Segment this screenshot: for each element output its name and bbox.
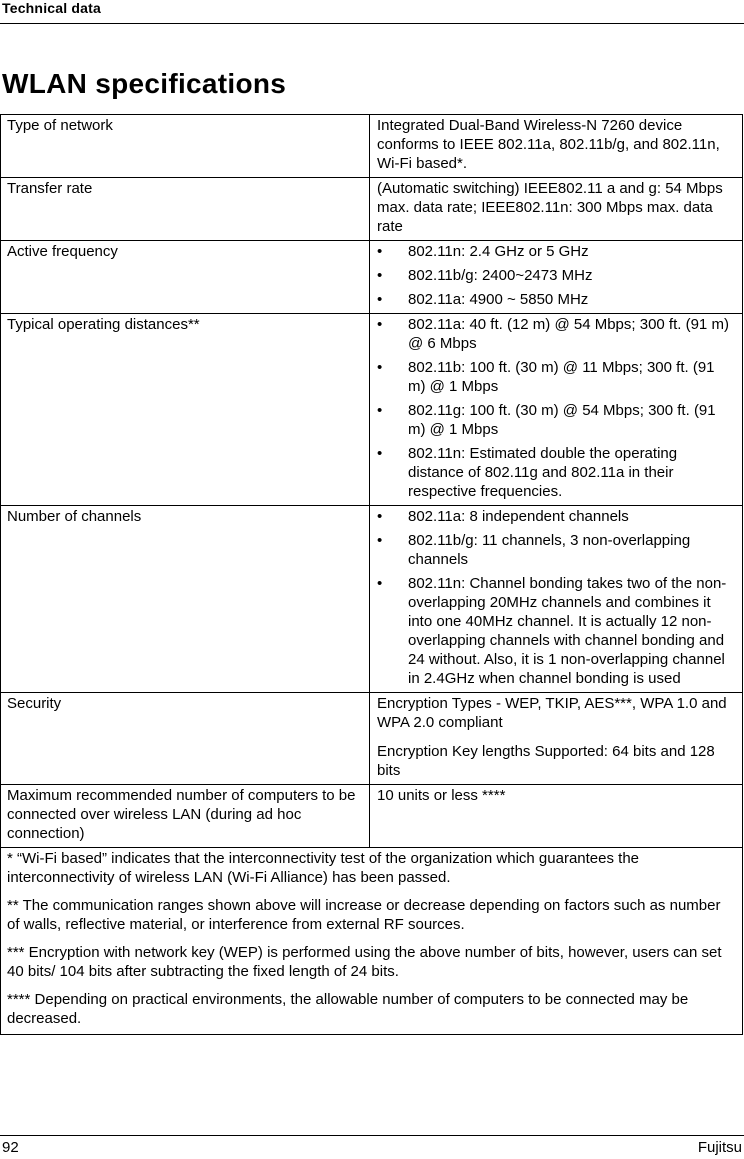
bullet-icon: •	[377, 291, 383, 308]
spec-row-operating-distances	[1, 314, 742, 506]
list-item	[377, 242, 736, 261]
list-item-text: 802.11n: 2.4 GHz or 5 GHz	[408, 243, 589, 260]
spec-label: Maximum recommended number of computers to be connected over wireless LAN (during ad hoc connection)	[1, 785, 370, 847]
channel-list	[377, 507, 736, 688]
spec-value	[370, 506, 742, 692]
spec-row-channels	[1, 506, 742, 693]
bullet-icon: •	[377, 316, 383, 333]
frequency-list	[377, 242, 736, 309]
bullet-icon: •	[377, 359, 383, 376]
list-item-text: 802.11a: 8 independent channels	[408, 508, 629, 525]
list-item-text: 802.11b/g: 2400~2473 MHz	[408, 267, 593, 284]
spec-row-network-type	[1, 115, 742, 178]
list-item-text: 802.11n: Estimated double the operating distance of 802.11g and 802.11a in their respective frequencies.	[408, 445, 678, 500]
list-item	[377, 266, 736, 285]
list-item	[377, 444, 736, 501]
spec-label: Transfer rate	[1, 178, 370, 240]
spec-row-transfer-rate	[1, 178, 742, 241]
spec-label: Security	[1, 693, 370, 784]
bullet-icon: •	[377, 402, 383, 419]
list-item	[377, 401, 736, 439]
bullet-icon: •	[377, 532, 383, 549]
list-item-text: 802.11a: 4900 ~ 5850 MHz	[408, 291, 589, 308]
distance-list	[377, 315, 736, 501]
bullet-icon: •	[377, 267, 383, 284]
list-item-text: 802.11b: 100 ft. (30 m) @ 11 Mbps; 300 ft. (91 m) @ 1 Mbps	[408, 359, 715, 395]
footnotes	[1, 848, 742, 1034]
list-item	[377, 574, 736, 688]
spec-row-max-computers	[1, 785, 742, 848]
bullet-icon: •	[377, 508, 383, 525]
list-item-text: 802.11b/g: 11 channels, 3 non-overlapping channels	[408, 532, 691, 568]
spec-row-active-frequency	[1, 241, 742, 314]
bullet-icon: •	[377, 575, 383, 592]
spec-label: Type of network	[1, 115, 370, 177]
spec-row-notes	[1, 848, 742, 1034]
list-item-text: 802.11g: 100 ft. (30 m) @ 54 Mbps; 300 ft. (91 m) @ 1 Mbps	[408, 402, 716, 438]
page-title: WLAN specifications	[2, 68, 287, 99]
footnote: * “Wi-Fi based” indicates that the interconnectivity test of the organization which guarantees the interconnectivity of wireless LAN (Wi-Fi Alliance) has been passed.	[7, 850, 639, 886]
spec-row-security	[1, 693, 742, 785]
security-key-lengths: Encryption Key lengths Supported: 64 bits and 128 bits	[377, 743, 715, 779]
header-divider	[0, 23, 744, 24]
section-header: Technical data	[2, 0, 102, 16]
page-number: 92	[2, 1139, 19, 1156]
spec-label: Typical operating distances**	[1, 314, 370, 505]
wlan-spec-table	[0, 114, 743, 1035]
list-item	[377, 507, 736, 526]
footnote: *** Encryption with network key (WEP) is performed using the above number of bits, however, users can set 40 bits/ 104 bits after subtracting the fixed length of 24 bits.	[7, 944, 722, 980]
spec-value	[370, 241, 742, 313]
spec-value	[370, 314, 742, 505]
footer-divider	[0, 1135, 744, 1136]
list-item-text: 802.11a: 40 ft. (12 m) @ 54 Mbps; 300 ft. (91 m) @ 6 Mbps	[408, 316, 729, 352]
list-item	[377, 531, 736, 569]
spec-value: (Automatic switching) IEEE802.11 a and g: 54 Mbps max. data rate; IEEE802.11n: 300 Mbps max. data rate	[377, 180, 723, 235]
footnote: **** Depending on practical environments, the allowable number of computers to be connected may be decreased.	[7, 991, 689, 1027]
spec-value: Integrated Dual-Band Wireless-N 7260 device conforms to IEEE 802.11a, 802.11b/g, and 802.11n, Wi-Fi based*.	[377, 117, 720, 172]
bullet-icon: •	[377, 243, 383, 260]
list-item-text: 802.11n: Channel bonding takes two of the non-overlapping 20MHz channels and combines it into one 40MHz channel. It is actually 12 non-overlapping channels with channel bonding and 24 without. Also, it is 1 non-overlapping channel in 2.4GHz when channel bonding is used	[408, 575, 727, 687]
bullet-icon: •	[377, 445, 383, 462]
spec-value: 10 units or less ****	[377, 787, 506, 804]
footnote: ** The communication ranges shown above will increase or decrease depending on factors such as number of walls, reflective material, or interference from external RF sources.	[7, 897, 721, 933]
spec-label: Active frequency	[1, 241, 370, 313]
security-encryption-types: Encryption Types - WEP, TKIP, AES***, WPA 1.0 and WPA 2.0 compliant	[377, 695, 727, 731]
list-item	[377, 315, 736, 353]
brand-name: Fujitsu	[697, 1139, 742, 1156]
list-item	[377, 290, 736, 309]
spec-value	[370, 693, 742, 784]
spec-label: Number of channels	[1, 506, 370, 692]
list-item	[377, 358, 736, 396]
